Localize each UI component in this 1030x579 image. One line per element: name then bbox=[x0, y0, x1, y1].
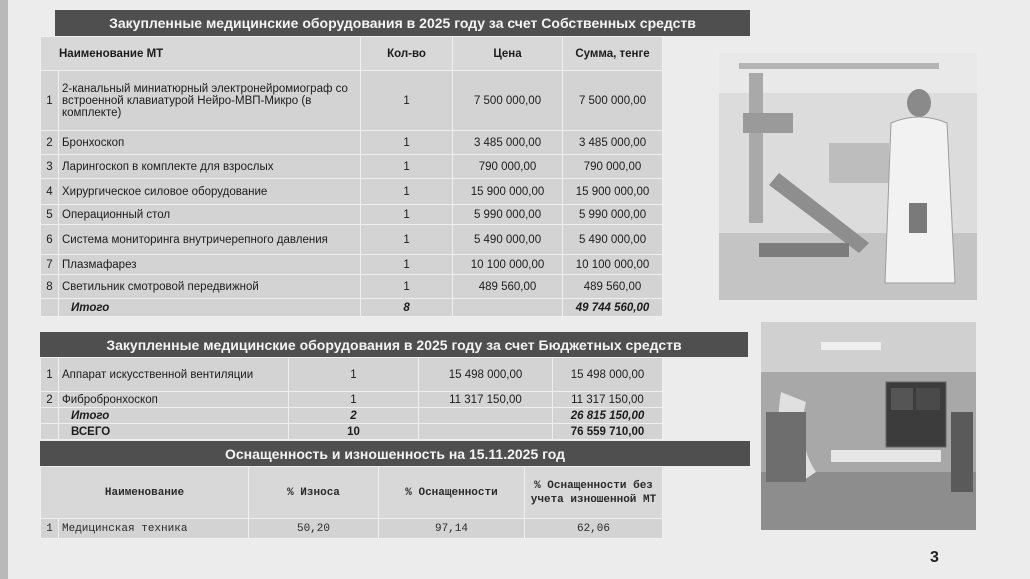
row-price: 15 498 000,00 bbox=[419, 358, 553, 392]
row-qty: 1 bbox=[289, 358, 419, 392]
row-price: 15 900 000,00 bbox=[453, 179, 563, 205]
row-price: 11 317 150,00 bbox=[419, 392, 553, 408]
table-row bbox=[41, 179, 663, 205]
table-row bbox=[41, 392, 663, 408]
table-row bbox=[41, 358, 663, 392]
table-header bbox=[41, 467, 663, 519]
row-number: 7 bbox=[41, 255, 59, 275]
row-price: 5 990 000,00 bbox=[453, 205, 563, 225]
row-number: 1 bbox=[41, 71, 59, 131]
total-qty: 2 bbox=[289, 408, 419, 424]
grand-price-blank bbox=[419, 424, 553, 440]
table-row bbox=[41, 155, 663, 179]
total-price-blank bbox=[419, 408, 553, 424]
operating-room-photo-1 bbox=[719, 53, 977, 300]
row-qty: 1 bbox=[361, 205, 453, 225]
row-name: Медицинская техника bbox=[59, 519, 249, 539]
row-sum: 489 560,00 bbox=[563, 275, 663, 299]
header-equip-net: % Оснащенности без учета изношенной МТ bbox=[525, 467, 663, 519]
row-qty: 1 bbox=[361, 155, 453, 179]
total-row bbox=[41, 408, 663, 424]
section1-title: Закупленные медицинские оборудования в 2025 году за счет Собственных средств bbox=[55, 10, 750, 36]
row-number: 3 bbox=[41, 155, 59, 179]
row-qty: 1 bbox=[361, 71, 453, 131]
row-number: 1 bbox=[41, 519, 59, 539]
row-qty: 1 bbox=[361, 179, 453, 205]
header-name: Наименование МТ bbox=[41, 37, 361, 71]
row-sum: 790 000,00 bbox=[563, 155, 663, 179]
grand-total-row bbox=[41, 424, 663, 440]
grand-total-label: ВСЕГО bbox=[59, 424, 289, 440]
row-price: 489 560,00 bbox=[453, 275, 563, 299]
row-name: Хирургическое силовое оборудование bbox=[59, 179, 361, 205]
row-price: 10 100 000,00 bbox=[453, 255, 563, 275]
row-name: 2-канальный миниатюрный электронейромиограф со встроенной клавиатурой Нейро-МВП-Микро (в комплекте) bbox=[59, 71, 361, 131]
row-sum: 10 100 000,00 bbox=[563, 255, 663, 275]
header-name: Наименование bbox=[41, 467, 249, 519]
header-sum: Сумма, тенге bbox=[563, 37, 663, 71]
section2-title: Закупленные медицинские оборудования в 2025 году за счет Бюджетных средств bbox=[40, 332, 748, 357]
row-sum: 3 485 000,00 bbox=[563, 131, 663, 155]
row-price: 5 490 000,00 bbox=[453, 225, 563, 255]
row-sum: 5 490 000,00 bbox=[563, 225, 663, 255]
row-qty: 1 bbox=[289, 392, 419, 408]
row-name: Операционный стол bbox=[59, 205, 361, 225]
row-number: 2 bbox=[41, 392, 59, 408]
table-row bbox=[41, 225, 663, 255]
table-row bbox=[41, 519, 663, 539]
header-wear: % Износа bbox=[249, 467, 379, 519]
row-qty: 1 bbox=[361, 255, 453, 275]
row-sum: 15 900 000,00 bbox=[563, 179, 663, 205]
row-name: Аппарат искусственной вентиляции bbox=[59, 358, 289, 392]
row-equip: 97,14 bbox=[379, 519, 525, 539]
row-number: 1 bbox=[41, 358, 59, 392]
row-number: 8 bbox=[41, 275, 59, 299]
row-sum: 11 317 150,00 bbox=[553, 392, 663, 408]
budget-funds-table bbox=[40, 357, 663, 440]
grand-total-sum: 76 559 710,00 bbox=[553, 424, 663, 440]
row-sum: 15 498 000,00 bbox=[553, 358, 663, 392]
row-equip-net: 62,06 bbox=[525, 519, 663, 539]
grand-blank bbox=[41, 424, 59, 440]
table-row bbox=[41, 275, 663, 299]
row-name: Система мониторинга внутричерепного давления bbox=[59, 225, 361, 255]
row-wear: 50,20 bbox=[249, 519, 379, 539]
header-equip: % Оснащенности bbox=[379, 467, 525, 519]
total-sum: 49 744 560,00 bbox=[563, 299, 663, 317]
row-name: Фибробронхоскоп bbox=[59, 392, 289, 408]
operating-room-photo-2 bbox=[761, 322, 976, 530]
row-number: 5 bbox=[41, 205, 59, 225]
row-price: 3 485 000,00 bbox=[453, 131, 563, 155]
header-price: Цена bbox=[453, 37, 563, 71]
total-price-blank bbox=[453, 299, 563, 317]
operating-room-illustration-2 bbox=[761, 322, 976, 530]
row-sum: 7 500 000,00 bbox=[563, 71, 663, 131]
row-number: 2 bbox=[41, 131, 59, 155]
row-number: 4 bbox=[41, 179, 59, 205]
grand-total-qty: 10 bbox=[289, 424, 419, 440]
table-row bbox=[41, 255, 663, 275]
page-number: 3 bbox=[930, 549, 939, 566]
total-sum: 26 815 150,00 bbox=[553, 408, 663, 424]
total-row bbox=[41, 299, 663, 317]
row-price: 7 500 000,00 bbox=[453, 71, 563, 131]
section3-title: Оснащенность и изношенность на 15.11.2025 год bbox=[40, 441, 750, 466]
row-qty: 1 bbox=[361, 131, 453, 155]
header-qty: Кол-во bbox=[361, 37, 453, 71]
row-name: Бронхоскоп bbox=[59, 131, 361, 155]
row-name: Плазмафарез bbox=[59, 255, 361, 275]
total-blank bbox=[41, 408, 59, 424]
row-number: 6 bbox=[41, 225, 59, 255]
row-name: Ларингоскоп в комплекте для взрослых bbox=[59, 155, 361, 179]
row-qty: 1 bbox=[361, 275, 453, 299]
equipment-status-table bbox=[40, 466, 663, 539]
total-label: Итого bbox=[59, 408, 289, 424]
row-name: Светильник смотровой передвижной bbox=[59, 275, 361, 299]
own-funds-table bbox=[40, 36, 663, 317]
total-blank bbox=[41, 299, 59, 317]
table-row bbox=[41, 205, 663, 225]
table-header bbox=[41, 37, 663, 71]
table-row bbox=[41, 131, 663, 155]
row-price: 790 000,00 bbox=[453, 155, 563, 179]
row-sum: 5 990 000,00 bbox=[563, 205, 663, 225]
total-qty: 8 bbox=[361, 299, 453, 317]
total-label: Итого bbox=[59, 299, 361, 317]
table-row bbox=[41, 71, 663, 131]
operating-room-illustration-1 bbox=[719, 53, 977, 300]
row-qty: 1 bbox=[361, 225, 453, 255]
